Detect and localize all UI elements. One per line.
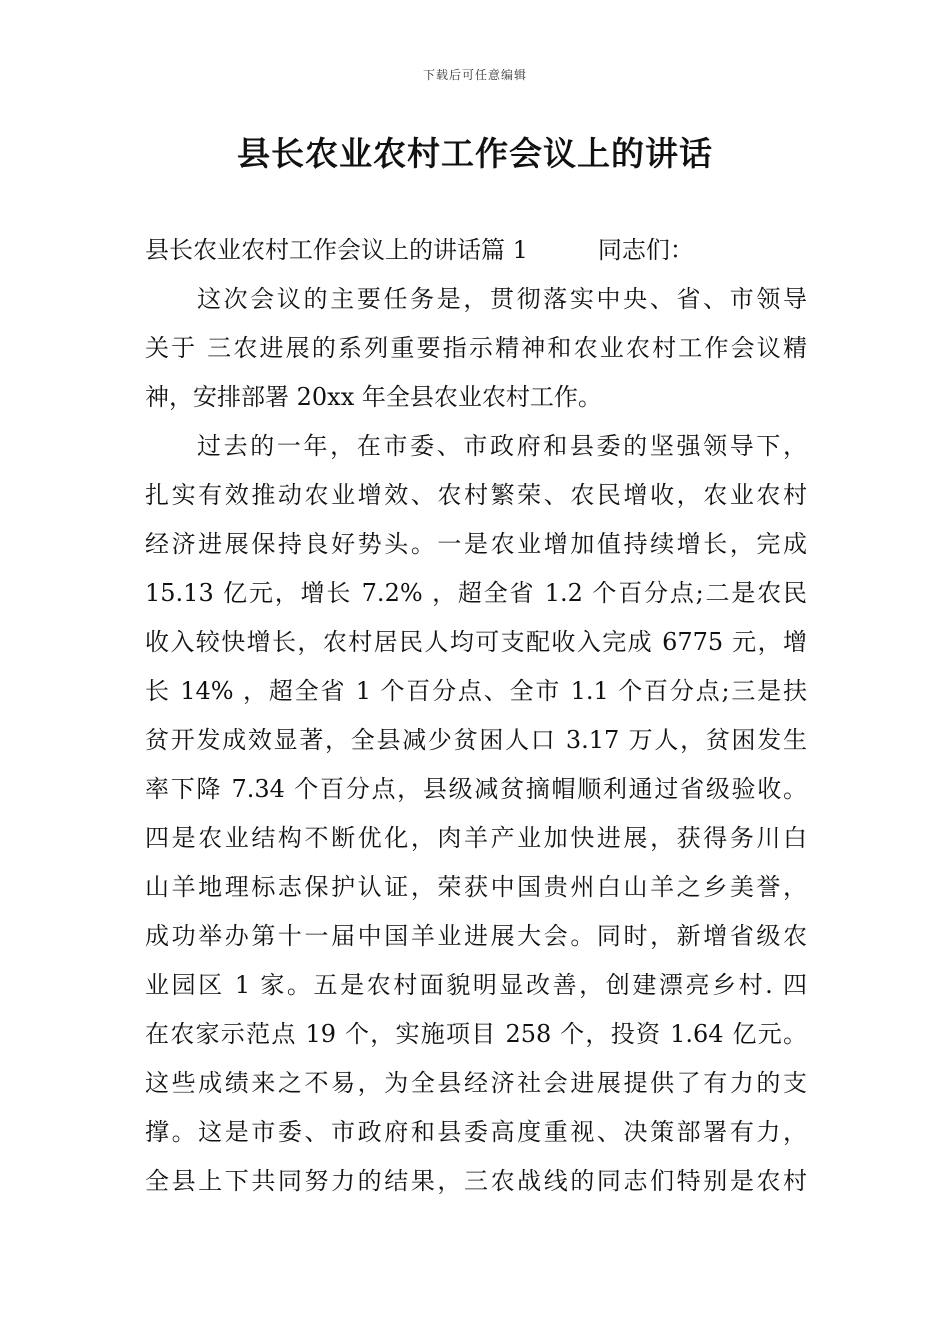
header-note: 下载后可任意编辑 (422, 68, 527, 82)
intro-line (145, 226, 807, 275)
paragraph-line: 业园区 1 家。五是农村面貌明显改善，创建漂亮乡村. 四 (145, 971, 807, 999)
paragraph-line: 贫开发成效显著，全县减少贫困人口 3.17 万人，贫困发生 (145, 726, 807, 754)
paragraph-line: 成功举办第十一届中国羊业进展大会。同时，新增省级农 (145, 922, 807, 950)
paragraph-line: 关于 三农进展的系列重要指示精神和农业农村工作会议精 (145, 334, 807, 362)
paragraph-line: 全县上下共同努力的结果，三农战线的同志们特别是农村 (145, 1167, 807, 1195)
paragraph-line: 收入较快增长，农村居民人均可支配收入完成 6775 元，增 (145, 628, 807, 656)
spacer (528, 226, 598, 275)
paragraph-line: 15.13 亿元，增长 7.2% ，超全省 1.2 个百分点;二是农民 (145, 579, 807, 607)
paragraph-line: 神，安排部署 20xx 年全县农业农村工作。 (145, 383, 602, 411)
paragraph-line: 撑。这是市委、市政府和县委高度重视、决策部署有力， (145, 1118, 807, 1146)
paragraph-line: 山羊地理标志保护认证，荣获中国贵州白山羊之乡美誉， (145, 873, 807, 901)
paragraph-line: 率下降 7.34 个百分点，县级减贫摘帽顺利通过省级验收。 (145, 775, 807, 803)
paragraph-line: 在农家示范点 19 个，实施项目 258 个，投资 1.64 亿元。 (145, 1020, 807, 1048)
paragraph-line: 四是农业结构不断优化，肉羊产业加快进展，获得务川白 (145, 824, 807, 852)
paragraph-line: 长 14% ，超全省 1 个百分点、全市 1.1 个百分点;三是扶 (145, 677, 807, 705)
paragraph-line: 这次会议的主要任务是，贯彻落实中央、省、市领导 (197, 285, 807, 313)
paragraph-2 (145, 422, 807, 1206)
section-label: 县长农业农村工作会议上的讲话篇 1 (145, 236, 528, 264)
paragraph-line: 这些成绩来之不易，为全县经济社会进展提供了有力的支 (145, 1069, 807, 1097)
paragraph-line: 过去的一年，在市委、市政府和县委的坚强领导下， (197, 432, 807, 460)
salutation: 同志们： (597, 236, 694, 264)
document-body (145, 226, 807, 1206)
paragraph-line: 扎实有效推动农业增效、农村繁荣、农民增收，农业农村 (145, 481, 807, 509)
paragraph-1 (145, 275, 807, 422)
paragraph-line: 经济进展保持良好势头。一是农业增加值持续增长，完成 (145, 530, 807, 558)
page-title: 县长农业农村工作会议上的讲话 (237, 134, 713, 173)
